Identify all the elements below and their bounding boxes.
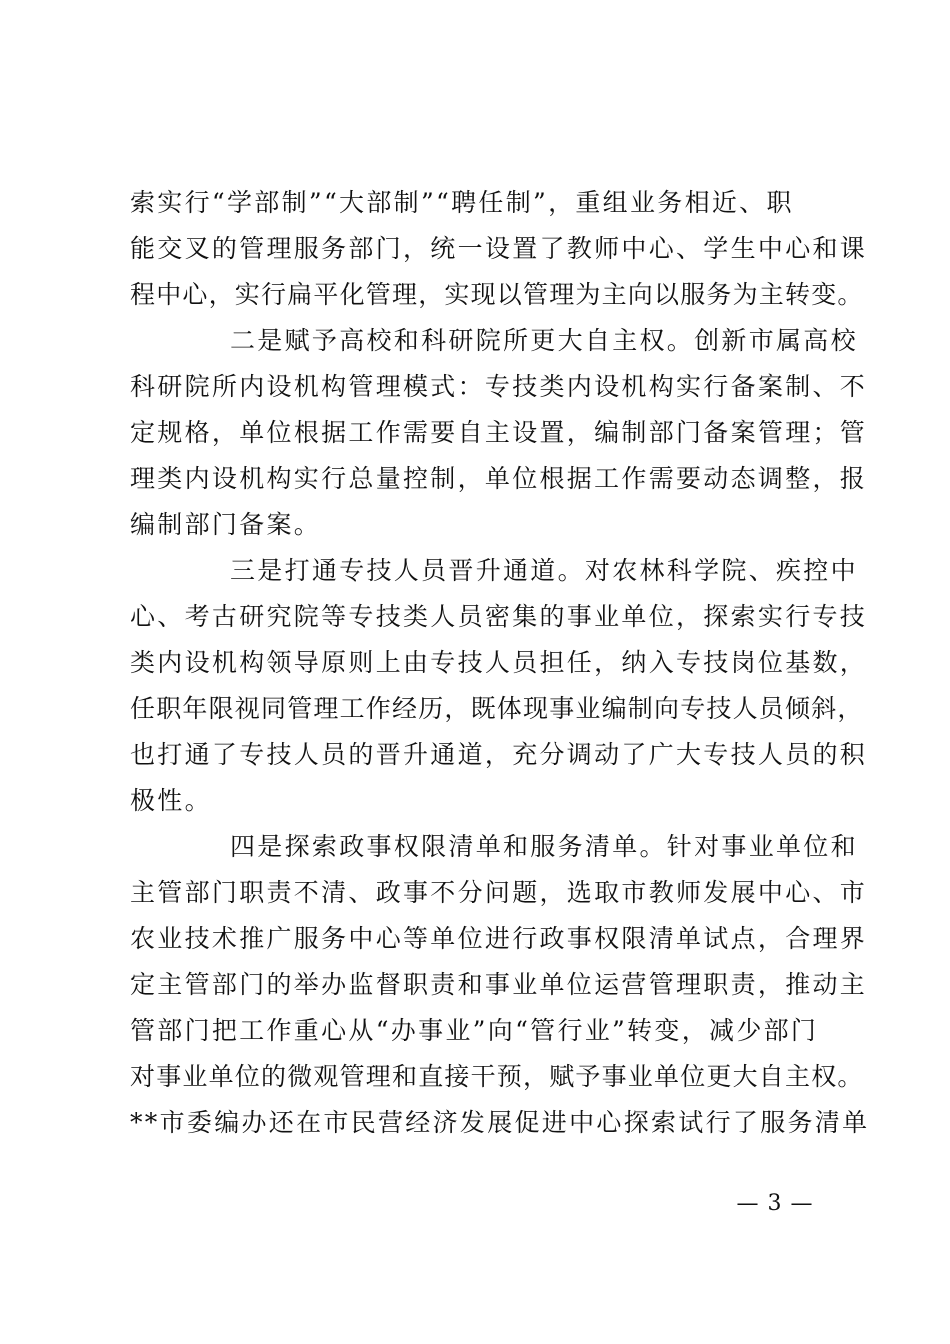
text-line: 能交叉的管理服务部门，统一设置了教师中心、学生中心和课	[130, 234, 868, 263]
text-line: 也打通了专技人员的晋升通道，充分调动了广大专技人员的积	[130, 740, 868, 769]
text-line: 对事业单位的微观管理和直接干预，赋予事业单位更大自主权。	[130, 1062, 864, 1091]
text-line: 主管部门职责不清、政事不分问题，选取市教师发展中心、市	[130, 878, 868, 907]
text-line: 极性。	[130, 786, 212, 815]
text-line: 索实行“学部制”“大部制”“聘任制”，重组业务相近、职	[130, 188, 794, 217]
paragraph-start-line: 三是打通专技人员晋升通道。对农林科学院、疾控中	[230, 556, 858, 585]
text-line: 任职年限视同管理工作经历，既体现事业编制向专技人员倾斜，	[130, 694, 864, 723]
text-line: 定主管部门的举办监督职责和事业单位运营管理职责，推动主	[130, 970, 868, 999]
text-line: 程中心，实行扁平化管理，实现以管理为主向以服务为主转变。	[130, 280, 864, 309]
text-line: 类内设机构领导原则上由专技人员担任，纳入专技岗位基数，	[130, 648, 868, 677]
text-line: 心、考古研究院等专技类人员密集的事业单位，探索实行专技	[130, 602, 868, 631]
page-number: — 3 —	[736, 1191, 814, 1216]
text-line: **市委编办还在市民营经济发展促进中心探索试行了服务清单	[130, 1108, 870, 1137]
text-line: 理类内设机构实行总量控制，单位根据工作需要动态调整，报	[130, 464, 868, 493]
text-line: 编制部门备案。	[130, 510, 322, 539]
text-line: 管部门把工作重心从“办事业”向“管行业”转变，减少部门	[130, 1016, 819, 1045]
paragraph-start-line: 二是赋予高校和科研院所更大自主权。创新市属高校	[230, 326, 858, 355]
text-line: 科研院所内设机构管理模式：专技类内设机构实行备案制、不	[130, 372, 868, 401]
paragraph-start-line: 四是探索政事权限清单和服务清单。针对事业单位和	[230, 832, 858, 861]
text-line: 农业技术推广服务中心等单位进行政事权限清单试点，合理界	[130, 924, 868, 953]
text-line: 定规格，单位根据工作需要自主设置，编制部门备案管理；管	[130, 418, 868, 447]
body-text	[130, 180, 870, 1146]
